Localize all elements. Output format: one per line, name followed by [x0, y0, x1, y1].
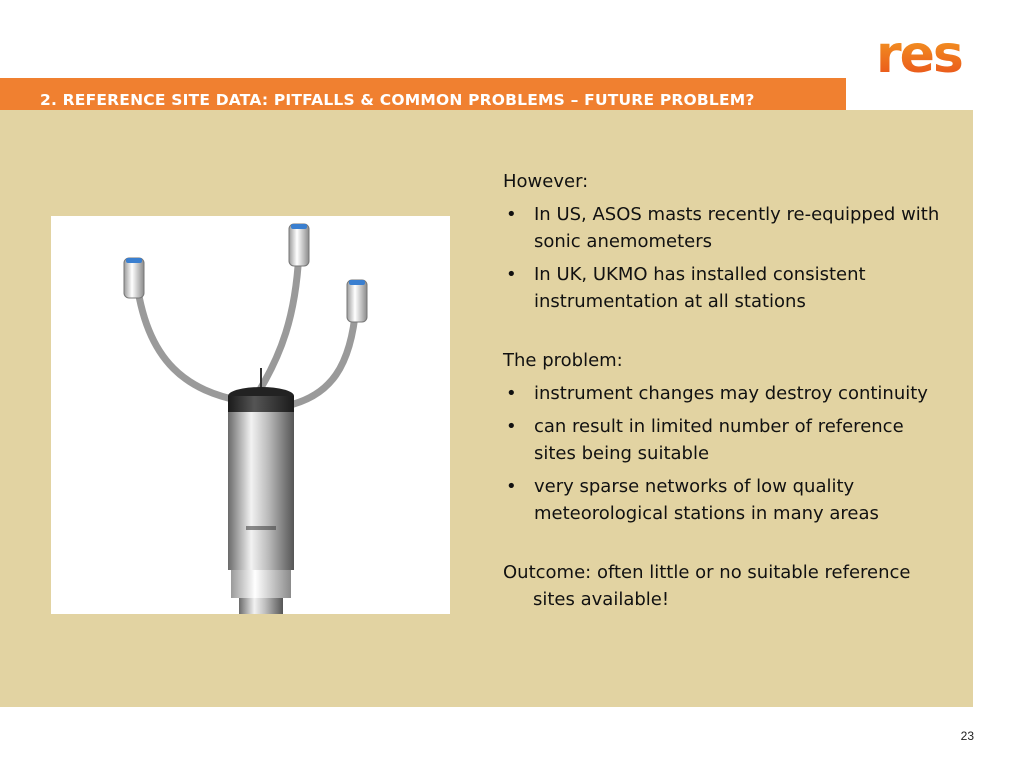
list-item: • In UK, UKMO has installed consistent instrumentation at all stations [503, 261, 943, 315]
section-heading-problem: The problem: [503, 350, 623, 371]
bullet-icon: • [506, 264, 517, 285]
slide-title: 2. REFERENCE SITE DATA: PITFALLS & COMMON PROBLEMS – FUTURE PROBLEM? [40, 91, 755, 109]
bullet-icon: • [506, 383, 517, 404]
bullet-list-however [503, 201, 943, 315]
bullet-icon: • [506, 204, 517, 225]
text-block [503, 168, 943, 613]
list-item: • instrument changes may destroy continuity [503, 380, 943, 407]
bullet-list-problem [503, 380, 943, 527]
list-item: • In US, ASOS masts recently re-equipped with sonic anemometers [503, 201, 943, 255]
logo-text: res [876, 28, 962, 80]
outcome-text: Outcome: often little or no suitable reference sites available! [503, 562, 911, 610]
bullet-icon: • [506, 476, 517, 497]
page-number: 23 [960, 729, 974, 743]
list-item: • can result in limited number of reference sites being suitable [503, 413, 943, 467]
res-logo [876, 28, 976, 80]
list-item: • very sparse networks of low quality meteorological stations in many areas [503, 473, 943, 527]
sonic-anemometer-photo [51, 216, 450, 614]
section-heading-however: However: [503, 171, 589, 192]
bullet-icon: • [506, 416, 517, 437]
